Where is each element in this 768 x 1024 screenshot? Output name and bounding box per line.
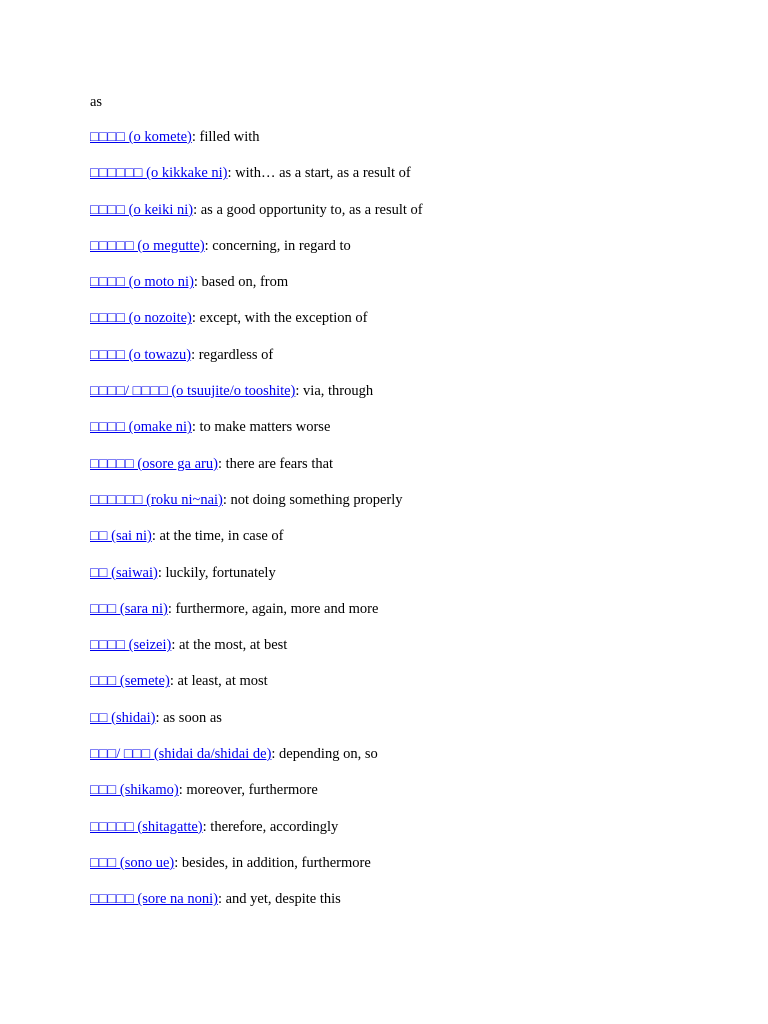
term-link[interactable]: □□□□□ (osore ga aru) <box>90 455 218 472</box>
lead-text: as <box>90 94 103 110</box>
term-gloss: : at the most, at best <box>171 637 288 654</box>
term-gloss: : as a good opportunity to, as a result of <box>193 201 423 218</box>
term-link[interactable]: □□□□□ (shitagatte) <box>90 818 203 835</box>
term-link[interactable]: □□□ (shikamo) <box>90 782 179 799</box>
term-gloss: : there are fears that <box>217 455 334 472</box>
list-item <box>90 382 423 418</box>
term-gloss: : to make matters worse <box>191 419 331 436</box>
term-gloss: : regardless of <box>191 346 274 363</box>
term-gloss: : moreover, furthermore <box>178 782 318 799</box>
list-item <box>90 491 423 527</box>
term-link[interactable]: □□□□ (o nozoite) <box>90 310 192 327</box>
list-item <box>90 527 423 563</box>
term-link[interactable]: □□□□ (o komete) <box>90 129 192 145</box>
term-link[interactable]: □□□□/ □□□□ (o tsuujite/o tooshite) <box>90 383 296 400</box>
term-link[interactable]: □□ (sai ni) <box>90 528 152 545</box>
term-link[interactable]: □□□ (sono ue) <box>90 854 175 871</box>
list-item <box>90 164 423 200</box>
term-gloss: : as soon as <box>155 709 222 726</box>
term-link[interactable]: □□□/ □□□ (shidai da/shidai de) <box>90 746 272 763</box>
term-link[interactable]: □□ (saiwai) <box>90 564 158 581</box>
list-item <box>90 418 423 454</box>
term-gloss: : filled with <box>191 129 260 145</box>
list-item <box>90 600 423 636</box>
grammar-list <box>90 128 423 927</box>
term-gloss: : based on, from <box>193 274 289 291</box>
term-link[interactable]: □□□ (sara ni) <box>90 600 168 617</box>
term-link[interactable]: □□□□□□ (roku ni~nai) <box>90 491 223 508</box>
term-gloss: : depending on, so <box>271 746 378 763</box>
list-item <box>90 636 423 672</box>
term-link[interactable]: □□□□ (o moto ni) <box>90 274 194 291</box>
term-gloss: : at the time, in case of <box>151 528 284 545</box>
list-item <box>90 346 423 382</box>
term-gloss: : besides, in addition, furthermore <box>174 854 371 871</box>
list-item <box>90 672 423 708</box>
term-link[interactable]: □□ (shidai) <box>90 709 156 726</box>
list-item <box>90 854 423 890</box>
list-item <box>90 781 423 817</box>
list-item <box>90 890 423 926</box>
term-gloss: : therefore, accordingly <box>202 818 339 835</box>
list-item <box>90 564 423 600</box>
list-item <box>90 818 423 854</box>
term-link[interactable]: □□□□□ (o megutte) <box>90 237 205 254</box>
list-item <box>90 709 423 745</box>
term-link[interactable]: □□□□□ (sore na noni) <box>90 891 218 908</box>
term-gloss: : with… as a start, as a result of <box>227 165 411 182</box>
term-gloss: : furthermore, again, more and more <box>167 600 379 617</box>
term-gloss: : not doing something properly <box>222 491 403 508</box>
term-gloss: : and yet, despite this <box>217 891 341 908</box>
term-link[interactable]: □□□□ (o keiki ni) <box>90 201 194 218</box>
term-gloss: : via, through <box>295 383 374 400</box>
list-item <box>90 309 423 345</box>
term-gloss: : at least, at most <box>169 673 268 690</box>
term-link[interactable]: □□□□ (o towazu) <box>90 346 192 363</box>
term-link[interactable]: □□□ (semete) <box>90 673 170 690</box>
list-item <box>90 273 423 309</box>
list-item <box>90 455 423 491</box>
term-link[interactable]: □□□□□□ (o kikkake ni) <box>90 165 228 182</box>
list-item <box>90 201 423 237</box>
term-link[interactable]: □□□□ (seizei) <box>90 637 172 654</box>
term-gloss: : concerning, in regard to <box>204 237 351 254</box>
term-link[interactable]: □□□□ (omake ni) <box>90 419 192 436</box>
term-gloss: : luckily, fortunately <box>157 564 276 581</box>
term-gloss: : except, with the exception of <box>191 310 368 327</box>
list-item <box>90 745 423 781</box>
list-item <box>90 237 423 273</box>
list-item <box>90 128 423 164</box>
